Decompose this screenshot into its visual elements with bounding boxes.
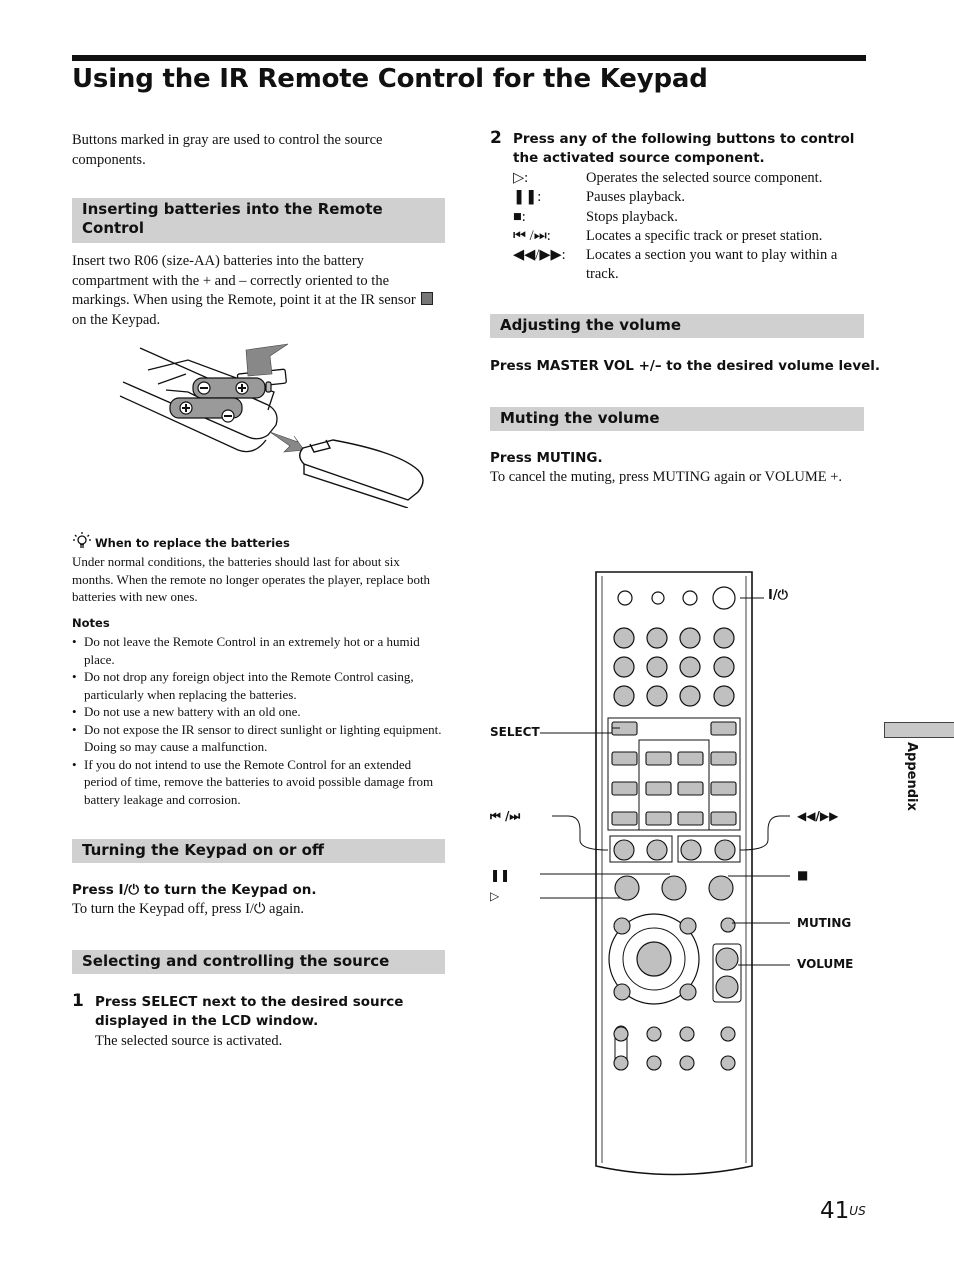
batteries-text-end: on the Keypad. — [72, 311, 161, 328]
control-key: ⏮ /⏭: — [513, 227, 551, 244]
note-item: • Do not use a new battery with an old one. — [72, 703, 444, 721]
control-desc: Locates a specific track or preset station. — [586, 227, 823, 244]
callout-volume: VOLUME — [797, 957, 854, 971]
page-number-value: 41 — [820, 1198, 850, 1224]
callout-muting: MUTING — [797, 916, 852, 930]
page-number — [820, 1198, 866, 1224]
callout-stop: ■ — [797, 868, 809, 882]
tip-lightbulb-icon — [72, 531, 92, 551]
batteries-text — [72, 252, 442, 330]
control-desc: Operates the selected source component. — [586, 170, 823, 186]
muting-heading: Muting the volume — [490, 407, 864, 431]
control-key: ■: — [513, 208, 526, 225]
appendix-tab — [884, 722, 954, 738]
control-key: ▷: — [513, 170, 529, 186]
control-row — [513, 188, 865, 207]
control-row — [513, 246, 865, 285]
control-row — [513, 208, 865, 227]
tip-text: Under normal conditions, the batteries should last for about six months. When the remote no longer operates the player, replace both batteries with new ones. — [72, 554, 431, 604]
battery-insertion-illustration — [118, 340, 430, 508]
source-heading: Selecting and controlling the source — [72, 950, 445, 974]
control-desc: Stops playback. — [586, 208, 678, 225]
notes-heading: Notes — [72, 616, 110, 630]
batteries-heading: Inserting batteries into the Remote Control — [72, 198, 445, 243]
callout-search: ◀◀/▶▶ — [797, 809, 839, 823]
controls-list — [513, 169, 865, 285]
callout-power: I/⏻ — [768, 588, 788, 603]
note-item: • Do not expose the IR sensor to direct sunlight or lighting equipment. Doing so may cause a malfunction. — [72, 721, 444, 756]
ir-sensor-icon — [421, 292, 433, 305]
notes-list — [72, 633, 444, 808]
power-text: To turn the Keypad off, press I/⏻ again. — [72, 901, 305, 917]
page-title: Using the IR Remote Control for the Keypad — [72, 64, 708, 94]
intro-text: Buttons marked in gray are used to control the source components. — [72, 132, 383, 168]
control-key: ❚❚: — [513, 189, 542, 206]
volume-heading: Adjusting the volume — [490, 314, 864, 338]
step-2-instruction: Press any of the following buttons to control the activated source component. — [513, 131, 855, 166]
volume-instruction: Press MASTER VOL +/– to the desired volume level. — [490, 358, 881, 374]
note-item: • If you do not intend to use the Remote Control for an extended period of time, remove the batteries to avoid possible damage from battery leakage and corrosion. — [72, 756, 444, 809]
callout-pause: ❚❚ — [490, 868, 511, 882]
step-1-text: The selected source is activated. — [95, 1033, 283, 1049]
note-item: • Do not drop any foreign object into the Remote Control casing, particularly when replacing the batteries. — [72, 668, 444, 703]
step-1-number: 1 — [72, 991, 84, 1011]
callout-play: ▷ — [490, 889, 500, 903]
power-heading: Turning the Keypad on or off — [72, 839, 445, 863]
control-desc: Pauses playback. — [586, 189, 686, 206]
tip-heading: When to replace the batteries — [95, 536, 290, 550]
callout-skip: ⏮ /⏭ — [490, 809, 521, 823]
control-row — [513, 169, 865, 188]
control-desc: Locates a section you want to play within a track. — [586, 247, 838, 283]
callout-lines — [540, 585, 810, 985]
muting-text: To cancel the muting, press MUTING again or VOLUME +. — [490, 469, 843, 485]
appendix-label: Appendix — [904, 742, 919, 811]
callout-select: SELECT — [490, 725, 540, 739]
note-item: • Do not leave the Remote Control in an extremely hot or a humid place. — [72, 633, 444, 668]
page-number-suffix: US — [849, 1204, 866, 1218]
muting-instruction: Press MUTING. — [490, 450, 603, 466]
step-1-instruction: Press SELECT next to the desired source displayed in the LCD window. — [95, 994, 404, 1029]
step-2-number: 2 — [490, 128, 502, 148]
power-instruction: Press I/⏻ to turn the Keypad on. — [72, 882, 317, 898]
title-rule — [72, 55, 866, 61]
control-row — [513, 227, 865, 246]
batteries-text-main: Insert two R06 (size-AA) batteries into the battery compartment with the + and – correctly oriented to the markings. When using the Remote, point it at the IR sensor — [72, 253, 416, 308]
control-key: ◀◀/▶▶: — [513, 247, 566, 264]
